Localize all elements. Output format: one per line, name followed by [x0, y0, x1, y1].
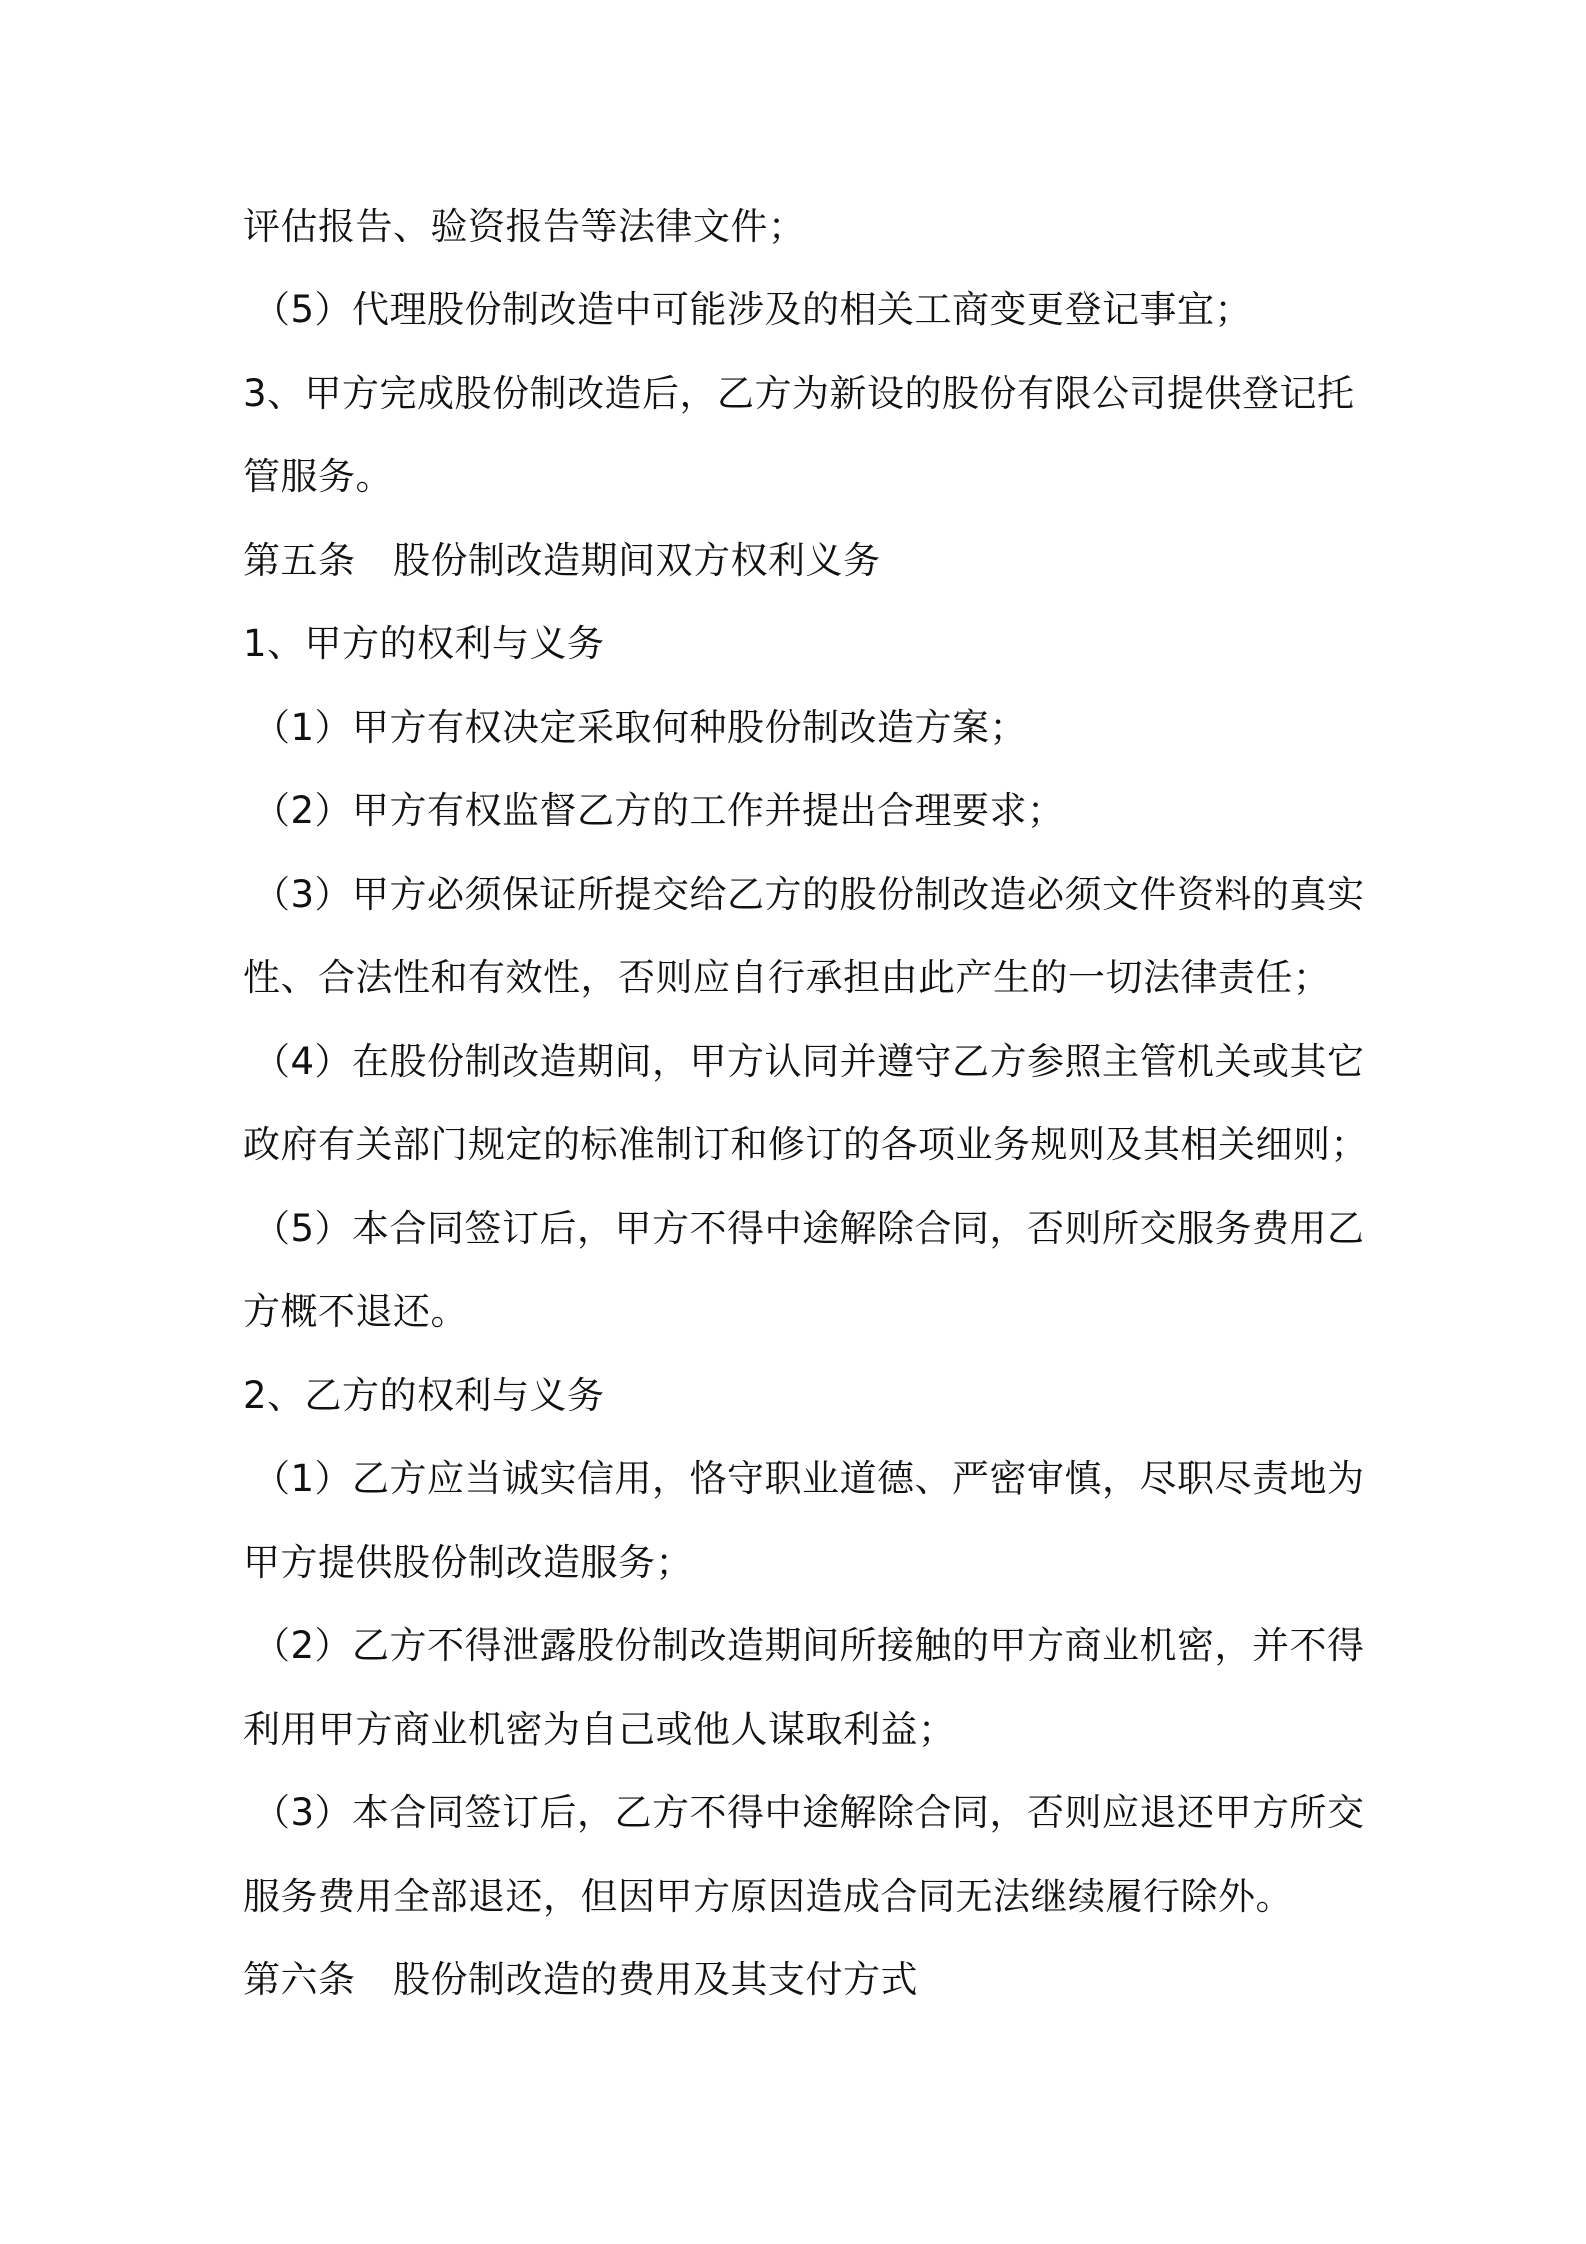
text-line: （3）本合同签订后，乙方不得中途解除合同，否则应退还甲方所交	[253, 1791, 1365, 1834]
text-line: 政府有关部门规定的标准制订和修订的各项业务规则及其相关细则；	[243, 1123, 1368, 1166]
section-heading: 第五条 股份制改造期间双方权利义务	[243, 539, 881, 582]
text-line: （2）乙方不得泄露股份制改造期间所接触的甲方商业机密，并不得	[253, 1624, 1365, 1667]
text-line: 方概不退还。	[243, 1290, 468, 1333]
text-line: 评估报告、验资报告等法律文件；	[243, 205, 806, 248]
text-line: 利用甲方商业机密为自己或他人谋取利益；	[243, 1708, 956, 1751]
section-heading: 第六条 股份制改造的费用及其支付方式	[243, 1958, 918, 2001]
text-line: 性、合法性和有效性，否则应自行承担由此产生的一切法律责任；	[243, 956, 1331, 999]
text-line: 2、乙方的权利与义务	[243, 1374, 605, 1417]
text-line: （1）乙方应当诚实信用，恪守职业道德、严密审慎，尽职尽责地为	[253, 1457, 1365, 1500]
text-line: 服务费用全部退还，但因甲方原因造成合同无法继续履行除外。	[243, 1875, 1293, 1918]
text-line: （5）本合同签订后，甲方不得中途解除合同，否则所交服务费用乙	[253, 1207, 1365, 1250]
text-line: 1、甲方的权利与义务	[243, 622, 605, 665]
text-line: （3）甲方必须保证所提交给乙方的股份制改造必须文件资料的真实	[253, 873, 1365, 916]
text-line: 甲方提供股份制改造服务；	[243, 1541, 693, 1584]
text-line: 管服务。	[243, 455, 393, 498]
text-line: （5）代理股份制改造中可能涉及的相关工商变更登记事宜；	[253, 288, 1253, 331]
text-line: （4）在股份制改造期间，甲方认同并遵守乙方参照主管机关或其它	[253, 1040, 1365, 1083]
text-line: （1）甲方有权决定采取何种股份制改造方案；	[253, 706, 1028, 749]
text-line: 3、甲方完成股份制改造后，乙方为新设的股份有限公司提供登记托	[243, 372, 1355, 415]
text-line: （2）甲方有权监督乙方的工作并提出合理要求；	[253, 789, 1065, 832]
